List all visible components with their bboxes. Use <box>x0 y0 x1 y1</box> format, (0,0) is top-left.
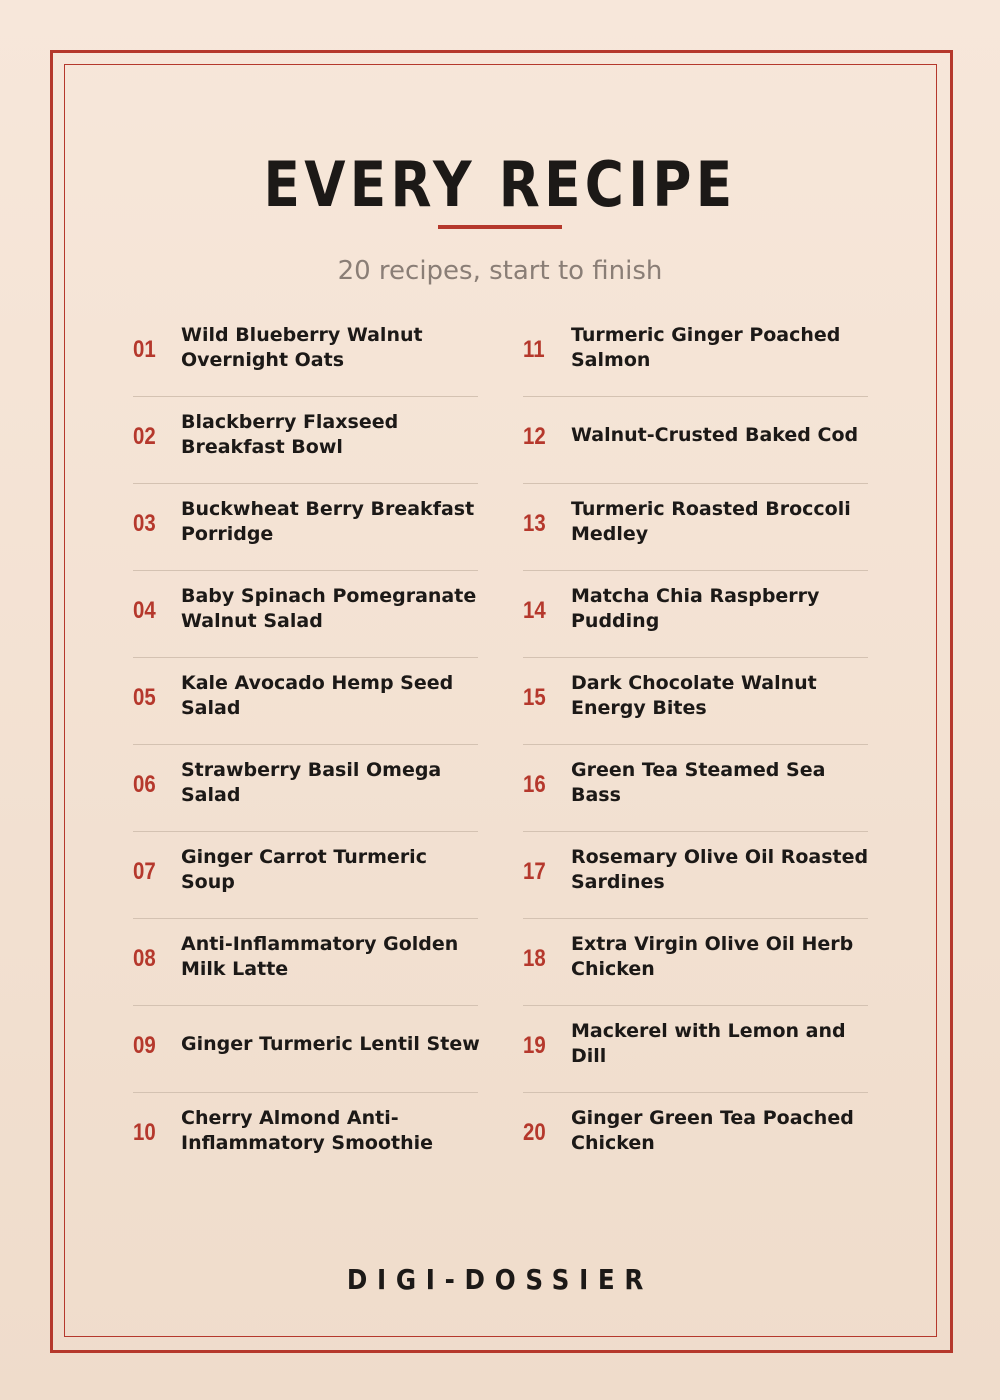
recipe-number: 02 <box>133 423 156 450</box>
list-item <box>133 657 478 744</box>
list-item <box>523 1005 868 1092</box>
recipe-number: 03 <box>133 510 156 537</box>
recipe-title: Ginger Carrot Turmeric Soup <box>181 846 427 893</box>
list-item <box>523 570 868 657</box>
list-item <box>523 483 868 570</box>
recipe-title: Blackberry Flaxseed Breakfast Bowl <box>181 411 399 458</box>
recipe-title: Baby Spinach Pomegranate Walnut Salad <box>181 585 477 632</box>
toc-column-right <box>523 310 868 1179</box>
recipe-number: 14 <box>523 597 546 624</box>
recipe-title: Extra Virgin Olive Oil Herb Chicken <box>571 933 854 980</box>
recipe-number: 05 <box>133 684 156 711</box>
list-item <box>133 396 478 483</box>
recipe-number: 12 <box>523 423 546 450</box>
recipe-title: Matcha Chia Raspberry Pudding <box>571 585 820 632</box>
recipe-title: Buckwheat Berry Breakfast Porridge <box>181 498 475 545</box>
recipe-title: Walnut-Crusted Baked Cod <box>571 423 859 446</box>
toc-column-left <box>133 310 478 1179</box>
list-item <box>133 1092 478 1179</box>
recipe-title: Ginger Green Tea Poached Chicken <box>571 1107 854 1154</box>
list-item <box>133 483 478 570</box>
recipe-number: 07 <box>133 858 156 885</box>
list-item <box>133 310 478 396</box>
list-item <box>523 396 868 483</box>
list-item <box>523 657 868 744</box>
list-item <box>523 310 868 396</box>
recipe-title: Turmeric Roasted Broccoli Medley <box>571 498 851 545</box>
page-subtitle: 20 recipes, start to finish <box>337 256 663 286</box>
title-underline <box>438 225 562 229</box>
recipe-title: Ginger Turmeric Lentil Stew <box>181 1032 480 1055</box>
recipe-number: 19 <box>523 1032 546 1059</box>
recipe-number: 04 <box>133 597 156 624</box>
recipe-title: Cherry Almond Anti-Inflammatory Smoothie <box>181 1107 434 1154</box>
list-item <box>523 918 868 1005</box>
page-title: EVERY RECIPE <box>263 148 737 221</box>
recipe-number: 16 <box>523 771 546 798</box>
recipe-number: 11 <box>523 336 545 363</box>
recipe-title: Green Tea Steamed Sea Bass <box>571 759 826 806</box>
recipe-title: Dark Chocolate Walnut Energy Bites <box>571 672 817 719</box>
list-item <box>133 918 478 1005</box>
list-item <box>523 1092 868 1179</box>
list-item <box>133 570 478 657</box>
recipe-number: 20 <box>523 1119 546 1146</box>
recipe-number: 08 <box>133 945 156 972</box>
recipe-title: Turmeric Ginger Poached Salmon <box>571 324 841 371</box>
recipe-number: 09 <box>133 1032 156 1059</box>
recipe-title: Rosemary Olive Oil Roasted Sardines <box>571 846 869 893</box>
recipe-number: 17 <box>523 858 546 885</box>
brand-wordmark: DIGI-DOSSIER <box>346 1263 654 1296</box>
list-item <box>523 744 868 831</box>
recipe-title: Kale Avocado Hemp Seed Salad <box>181 672 454 719</box>
list-item <box>133 1005 478 1092</box>
recipe-title: Strawberry Basil Omega Salad <box>181 759 442 806</box>
recipe-title: Mackerel with Lemon and Dill <box>571 1020 846 1067</box>
recipe-number: 18 <box>523 945 546 972</box>
recipe-title: Anti-Inflammatory Golden Milk Latte <box>181 933 459 980</box>
recipe-number: 15 <box>523 684 546 711</box>
recipe-number: 01 <box>133 336 156 363</box>
list-item <box>133 744 478 831</box>
recipe-title: Wild Blueberry Walnut Overnight Oats <box>181 324 423 371</box>
recipe-number: 06 <box>133 771 156 798</box>
recipe-number: 10 <box>133 1119 156 1146</box>
recipe-number: 13 <box>523 510 546 537</box>
list-item <box>523 831 868 918</box>
list-item <box>133 831 478 918</box>
